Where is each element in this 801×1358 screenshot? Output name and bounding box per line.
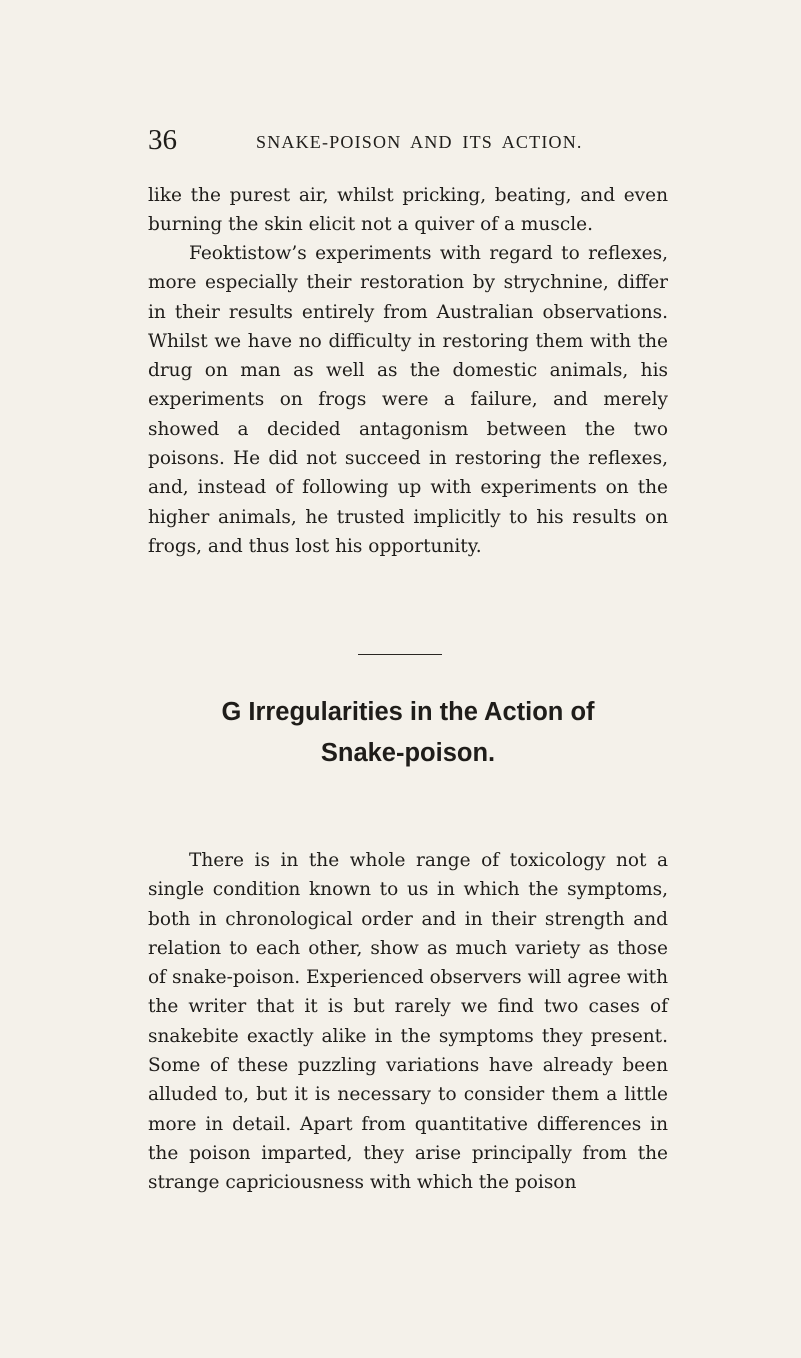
running-title: SNAKE-POISON AND ITS ACTION. (256, 132, 583, 152)
section-heading-line-1: G Irregularities in the Action of (221, 698, 595, 726)
paragraph-feoktistow: Feoktistow’s experiments with regard to reflexes, more especially their restoration by strychnine, differ in their results entirely from Australian observations. Whilst we have no difficulty in restoring them with the drug on man as well as the domestic animals, his experiments on frogs were a failure, and merely showed a decided antagonism between the two poisons. He did not succeed in restoring the reflexes, and, instead of following up with experiments on the higher animals, he trusted implicitly to his results on frogs, and thus lost his opportunity. (148, 243, 668, 557)
section-divider (358, 654, 442, 655)
paragraph-continued: like the purest air, whilst pricking, beating, and even burning the skin elicit not a quiver of a muscle. (148, 185, 668, 236)
section-heading (148, 692, 668, 774)
page-header (0, 122, 801, 158)
section-heading-line-2: Snake-poison. (320, 739, 496, 767)
paragraph-irregularities: There is in the whole range of toxicology not a single condition known to us in which the symptoms, both in chronological order and in their strength and relation to each other, show as much variety as those of snake-poison. Experienced observers will agree with the writer that it is but rarely we find two cases of snakebite exactly alike in the symptoms they present. Some of these puzzling variations have already been alluded to, but it is necessary to consider them a little more in detail. Apart from quantitative differences in the poison imparted, they arise principally from the strange capriciousness with which the poison (148, 850, 668, 1194)
page-number: 36 (148, 124, 177, 156)
